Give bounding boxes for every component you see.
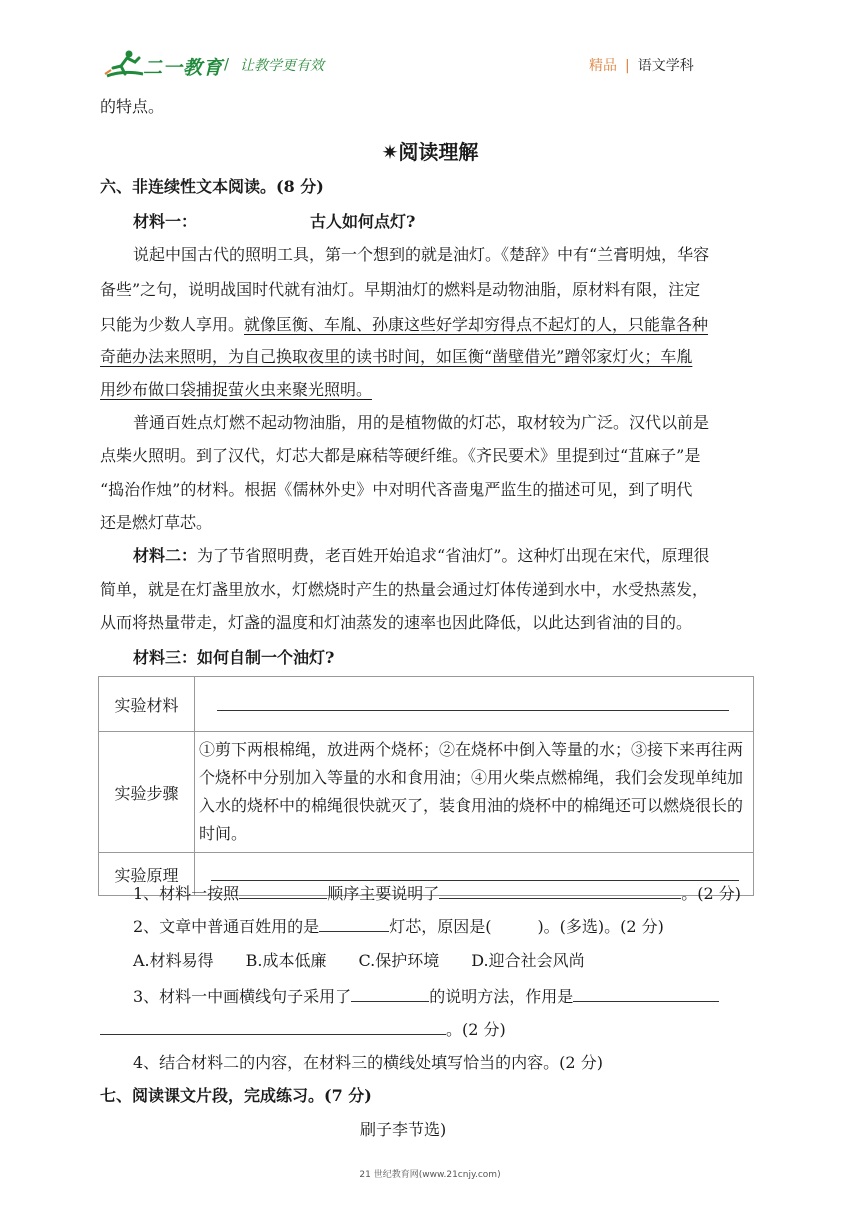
question-7-title: 七、阅读课文片段，完成练习。(7 分) bbox=[100, 1086, 372, 1105]
q2-text-a: 2、文章中普通百姓用的是 bbox=[133, 917, 320, 936]
p1-line3 bbox=[100, 315, 708, 335]
q1-blank-content[interactable] bbox=[439, 898, 681, 899]
question-3 bbox=[133, 987, 719, 1007]
q3-text-a: 3、材料一中画横线句子采用了 bbox=[133, 987, 352, 1006]
q1-text-b: 顺序主要说明了 bbox=[327, 884, 440, 903]
experiment-table bbox=[98, 676, 754, 896]
q1-text-c: 。(2 分) bbox=[681, 884, 741, 903]
p2-line2: 点柴火照明。到了汉代，灯芯大都是麻秸等硬纤维。《齐民要术》里提到过“苴麻子”是 bbox=[100, 446, 701, 465]
question-1 bbox=[133, 884, 741, 904]
question-6-title: 六、非连续性文本阅读。(8 分) bbox=[100, 177, 324, 196]
table-row bbox=[99, 732, 754, 853]
p2-line1: 普通百姓点灯燃不起动物油脂，用的是植物做的灯芯，取材较为广泛。汉代以前是 bbox=[133, 413, 710, 432]
q2-options: A.材料易得 B.成本低廉 C.保护环境 D.迎合社会风尚 bbox=[133, 951, 585, 970]
section-title: ✷阅读理解 bbox=[381, 140, 479, 164]
q3-blank-effect-2[interactable] bbox=[100, 1034, 446, 1035]
tail-line: 的特点。 bbox=[100, 97, 165, 116]
q2-text-b: 灯芯，原因是( bbox=[389, 917, 492, 936]
p2-line4: 还是燃灯草芯。 bbox=[100, 513, 213, 532]
header-divider: / bbox=[224, 55, 230, 73]
brand-label: 精品 bbox=[589, 58, 617, 74]
row-label-steps: 实验步骤 bbox=[99, 732, 195, 853]
question-3-cont bbox=[100, 1020, 506, 1040]
table-row bbox=[99, 677, 754, 732]
material-1-label: 材料一： bbox=[133, 212, 198, 231]
p1-line1: 说起中国古代的照明工具，第一个想到的就是油灯。《楚辞》中有“兰膏明烛，华容 bbox=[133, 245, 710, 264]
material-2-line1 bbox=[133, 546, 709, 566]
q1-blank-order[interactable] bbox=[239, 898, 327, 899]
header-slogan: 让教学更有效 bbox=[240, 58, 324, 74]
material-3-title: 材料三：如何自制一个油灯? bbox=[133, 648, 335, 667]
p1-line5: 用纱布做口袋捕捉萤火虫来聚光照明。 bbox=[100, 380, 373, 399]
material-2-text: 为了节省照明费，老百姓开始追求“省油灯”。这种灯出现在宋代，原理很 bbox=[197, 546, 710, 565]
q3-text-c: 。(2 分) bbox=[446, 1020, 506, 1039]
subject-label: 语文学科 bbox=[637, 58, 694, 74]
q3-blank-effect-1[interactable] bbox=[573, 1001, 719, 1002]
p1-line3-a: 只能为少数人享用。 bbox=[100, 315, 245, 334]
p2-line3: “捣治作烛”的材料。根据《儒林外史》中对明代吝啬鬼严监生的描述可见，到了明代 bbox=[100, 480, 693, 499]
header-brand: 精品 | 语文学科 bbox=[589, 58, 694, 74]
question-7-subtitle: 刷子李节选) bbox=[360, 1120, 447, 1139]
row-label-principle: 实验原理 bbox=[99, 853, 195, 896]
p1-line4: 奇葩办法来照明，为自己换取夜里的读书时间，如匡衡“凿壁借光”蹭邻家灯火；车胤 bbox=[100, 347, 693, 366]
steps-text: ①剪下两根棉绳，放进两个烧杯；②在烧杯中倒入等量的水；③接下来再往两个烧杯中分别加入等量的水和食用油；④用火柴点燃棉绳，我们会发现单纯加入水的烧杯中的棉绳很快就灭了，装食用油的烧杯中的棉绳还可以燃烧很长的时间。 bbox=[195, 732, 754, 853]
p1-line2: 备些”之句，说明战国时代就有油灯。早期油灯的燃料是动物油脂，原材料有限，注定 bbox=[100, 280, 701, 299]
material-2-line2: 简单，就是在灯盏里放水，灯燃烧时产生的热量会通过灯体传递到水中，水受热蒸发， bbox=[100, 580, 709, 599]
question-2 bbox=[133, 917, 664, 937]
page-footer: 21 世纪教育网(www.21cnjy.com) bbox=[359, 1170, 501, 1180]
material-2-label: 材料二： bbox=[133, 546, 198, 565]
row-label-materials: 实验材料 bbox=[99, 677, 195, 732]
logo-text: 二一教育 bbox=[143, 57, 224, 79]
q2-text-c: )。(多选)。(2 分) bbox=[537, 917, 664, 936]
p1-line3-underlined: 就像匡衡、车胤、孙康这些好学却穷得点不起灯的人，只能靠各种 bbox=[244, 315, 709, 334]
materials-answer-blank[interactable] bbox=[195, 677, 754, 732]
q3-blank-method[interactable] bbox=[351, 1001, 429, 1002]
material-1-title: 古人如何点灯? bbox=[310, 212, 416, 231]
question-4: 4、结合材料二的内容，在材料三的横线处填写恰当的内容。(2 分) bbox=[133, 1053, 603, 1072]
q2-blank-wick[interactable] bbox=[319, 931, 389, 932]
q3-text-b: 的说明方法，作用是 bbox=[429, 987, 574, 1006]
q1-text-a: 1、材料一按照 bbox=[133, 884, 240, 903]
material-2-line3: 从而将热量带走，灯盏的温度和灯油蒸发的速率也因此降低，以此达到省油的目的。 bbox=[100, 613, 693, 632]
